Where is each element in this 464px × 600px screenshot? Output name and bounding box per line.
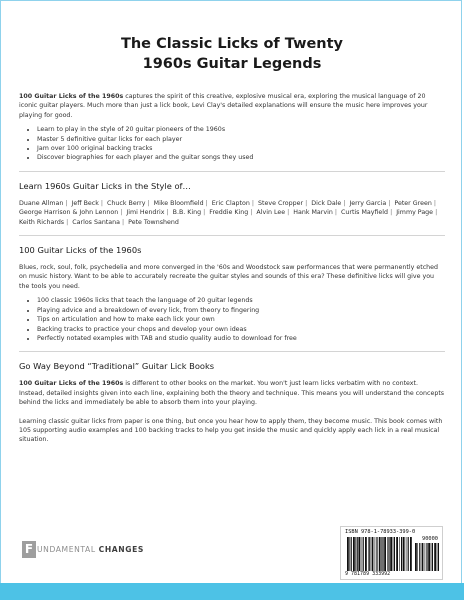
- cover-content: [19, 92, 445, 445]
- bullet-item: • 100 classic 1960s licks that teach the language of 20 guitar legends: [37, 296, 445, 305]
- barcode-bar: [375, 537, 376, 571]
- barcode-bar: [387, 537, 388, 571]
- licks-heading: 100 Guitar Licks of the 1960s: [19, 245, 142, 256]
- price-code: 90000: [422, 536, 438, 542]
- legend-name: Alvin Lee: [256, 209, 286, 217]
- barcode-bar: [361, 537, 362, 571]
- intro-lead: 100 Guitar Licks of the 1960s: [19, 93, 124, 100]
- barcode-bar: [422, 543, 424, 571]
- legend-name: Dick Dale: [311, 199, 342, 207]
- legend-name: B.B. King: [172, 209, 202, 217]
- barcode-bar: [428, 543, 430, 571]
- barcode-bar: [382, 537, 383, 571]
- barcode-bars: [347, 537, 413, 571]
- legends-heading: Learn 1960s Guitar Licks in the Style of…: [19, 180, 191, 191]
- legend-name: Keith Richards: [19, 218, 65, 226]
- barcode-bar: [406, 537, 407, 571]
- logo-mark: F: [22, 541, 36, 558]
- bullet-item: • Discover biographies for each player and the guitar songs they used: [37, 153, 445, 162]
- legend-separator: |: [203, 209, 206, 217]
- legend-name: Jimmy Page: [396, 209, 434, 217]
- barcode-bar: [355, 537, 356, 571]
- legend-separator: |: [120, 209, 123, 217]
- barcode-bar: [403, 537, 405, 571]
- legend-name: Chuck Berry: [107, 199, 146, 207]
- legend-name: Steve Cropper: [258, 199, 304, 207]
- licks-paragraph: Blues, rock, soul, folk, psychedelia and more converged in the '60s and Woodstock saw performances that were permanently etched on music history. Want to be able to accurately recreate the guitar styles and sounds of this era? These definitive licks will give you the tools you need.: [19, 264, 439, 290]
- bullet-item: • Master 5 definitive guitar licks for each player: [37, 135, 445, 144]
- barcode-bar: [415, 543, 417, 571]
- logo-word-1: UNDAMENTAL: [37, 544, 99, 554]
- legend-separator: |: [205, 199, 208, 207]
- barcode-bar: [372, 537, 374, 571]
- ean-digits: 9 781789 333992: [345, 571, 391, 577]
- bullet-item: • Tips on articulation and how to make each lick your own: [37, 315, 445, 324]
- barcode-bar: [381, 537, 382, 571]
- legend-name: Duane Allman: [19, 199, 64, 207]
- legend-separator: |: [287, 209, 290, 217]
- logo-word-2: CHANGES: [98, 544, 144, 554]
- legend-separator: |: [251, 199, 254, 207]
- legend-separator: |: [147, 199, 150, 207]
- barcode-bar: [349, 537, 350, 571]
- bottom-accent-band: [0, 583, 464, 600]
- divider: [19, 171, 445, 172]
- barcode-bar: [431, 543, 432, 571]
- publisher-logo: [22, 540, 144, 558]
- legend-separator: |: [435, 209, 438, 217]
- bullet-item: • Jam over 100 original backing tracks: [37, 144, 445, 153]
- licks-bullets: [19, 296, 445, 343]
- legend-name: Hank Marvin: [293, 209, 333, 217]
- legend-name: George Harrison & John Lennon: [19, 209, 119, 217]
- legend-separator: |: [65, 199, 68, 207]
- legend-separator: |: [66, 218, 69, 226]
- book-title: [0, 34, 464, 74]
- barcode-bar: [410, 537, 412, 571]
- legend-separator: |: [166, 209, 169, 217]
- barcode-bar: [384, 537, 386, 571]
- beyond-paragraph-2: Learning classic guitar licks from paper is one thing, but once you hear how to apply them, they become music. This book comes with 105 supporting audio examples and 100 backing tracks to help you get inside the music and quickly apply each lick in a real musical situation.: [19, 417, 443, 444]
- legend-separator: |: [390, 209, 393, 217]
- barcode-bar: [396, 537, 398, 571]
- barcode-bar: [347, 537, 349, 571]
- legend-name: Pete Townshend: [128, 218, 179, 226]
- barcode-bar: [357, 537, 358, 571]
- barcode-bar: [399, 537, 400, 571]
- legend-separator: |: [305, 199, 308, 207]
- barcode: [340, 526, 443, 580]
- title-line-1: The Classic Licks of Twenty: [120, 36, 344, 52]
- barcode-addon-bars: [415, 543, 439, 571]
- legend-name: Carlos Santana: [72, 218, 120, 226]
- barcode-bar: [425, 543, 426, 571]
- legend-separator: |: [122, 218, 125, 226]
- legend-name: Jeff Beck: [71, 199, 99, 207]
- beyond-lead: 100 Guitar Licks of the 1960s: [19, 380, 124, 388]
- divider: [19, 351, 445, 352]
- legend-separator: |: [250, 209, 253, 217]
- barcode-bar: [376, 537, 377, 571]
- barcode-bar: [438, 543, 439, 571]
- barcode-bar: [434, 543, 436, 571]
- barcode-bar: [417, 543, 418, 571]
- barcode-bar: [426, 543, 427, 571]
- bullet-item: • Playing advice and a breakdown of every lick, from theory to fingering: [37, 306, 445, 315]
- logo-wordmark: [37, 545, 144, 554]
- barcode-bar: [363, 537, 364, 571]
- barcode-bar: [394, 537, 395, 571]
- bullet-item: • Backing tracks to practice your chops and develop your own ideas: [37, 325, 445, 334]
- barcode-bar: [358, 537, 360, 571]
- legends-list: [19, 199, 445, 227]
- barcode-bar: [365, 537, 367, 571]
- beyond-paragraph-1: [19, 379, 445, 407]
- bullet-item: • Learn to play in the style of 20 guitar pioneers of the 1960s: [37, 125, 445, 134]
- barcode-bar: [353, 537, 355, 571]
- legend-name: Freddie King: [209, 209, 249, 217]
- barcode-bar: [401, 537, 402, 571]
- barcode-bar: [419, 543, 420, 571]
- legend-separator: |: [100, 199, 103, 207]
- barcode-bar: [408, 537, 409, 571]
- legend-separator: |: [388, 199, 391, 207]
- title-line-2: 1960s Guitar Legends: [142, 56, 322, 72]
- barcode-bar: [437, 543, 438, 571]
- legend-name: Peter Green: [394, 199, 432, 207]
- legend-name: Jimi Hendrix: [126, 209, 165, 217]
- legend-name: Curtis Mayfield: [340, 209, 389, 217]
- legend-separator: |: [343, 199, 346, 207]
- legend-name: Mike Bloomfield: [153, 199, 204, 207]
- divider: [19, 235, 445, 236]
- legend-separator: |: [334, 209, 337, 217]
- barcode-bar: [388, 537, 389, 571]
- legend-separator: |: [433, 199, 436, 207]
- barcode-bar: [369, 537, 370, 571]
- intro-text: captures the spirit of this creative, explosive musical era, exploring the musical language of 20 iconic guitar players. Much more than just a lick book, Levi Clay's detailed explanations will ensure the music here improves your playing for good.: [19, 93, 428, 119]
- isbn-text: ISBN 978-1-78933-399-0: [345, 529, 416, 535]
- intro-bullets: [19, 125, 445, 163]
- barcode-bar: [393, 537, 394, 571]
- intro-paragraph: [19, 92, 445, 120]
- barcode-bar: [351, 537, 352, 571]
- legend-name: Jerry Garcia: [349, 199, 387, 207]
- barcode-bar: [432, 543, 433, 571]
- legend-name: Eric Clapton: [211, 199, 250, 207]
- bullet-item: • Perfectly notated examples with TAB and studio quality audio to download for free: [37, 334, 445, 343]
- barcode-bar: [390, 537, 392, 571]
- beyond-text-1: is different to other books on the market. You won't just learn licks verbatim with no context. Instead, detailed insights given into each line, explaining both the theory and technique. This means you will understand the concepts behind the licks and immediately be able to absorb them into your playing.: [19, 380, 445, 407]
- beyond-heading: Go Way Beyond “Traditional” Guitar Lick Books: [19, 361, 215, 372]
- barcode-bar: [379, 537, 381, 571]
- barcode-bar: [368, 537, 369, 571]
